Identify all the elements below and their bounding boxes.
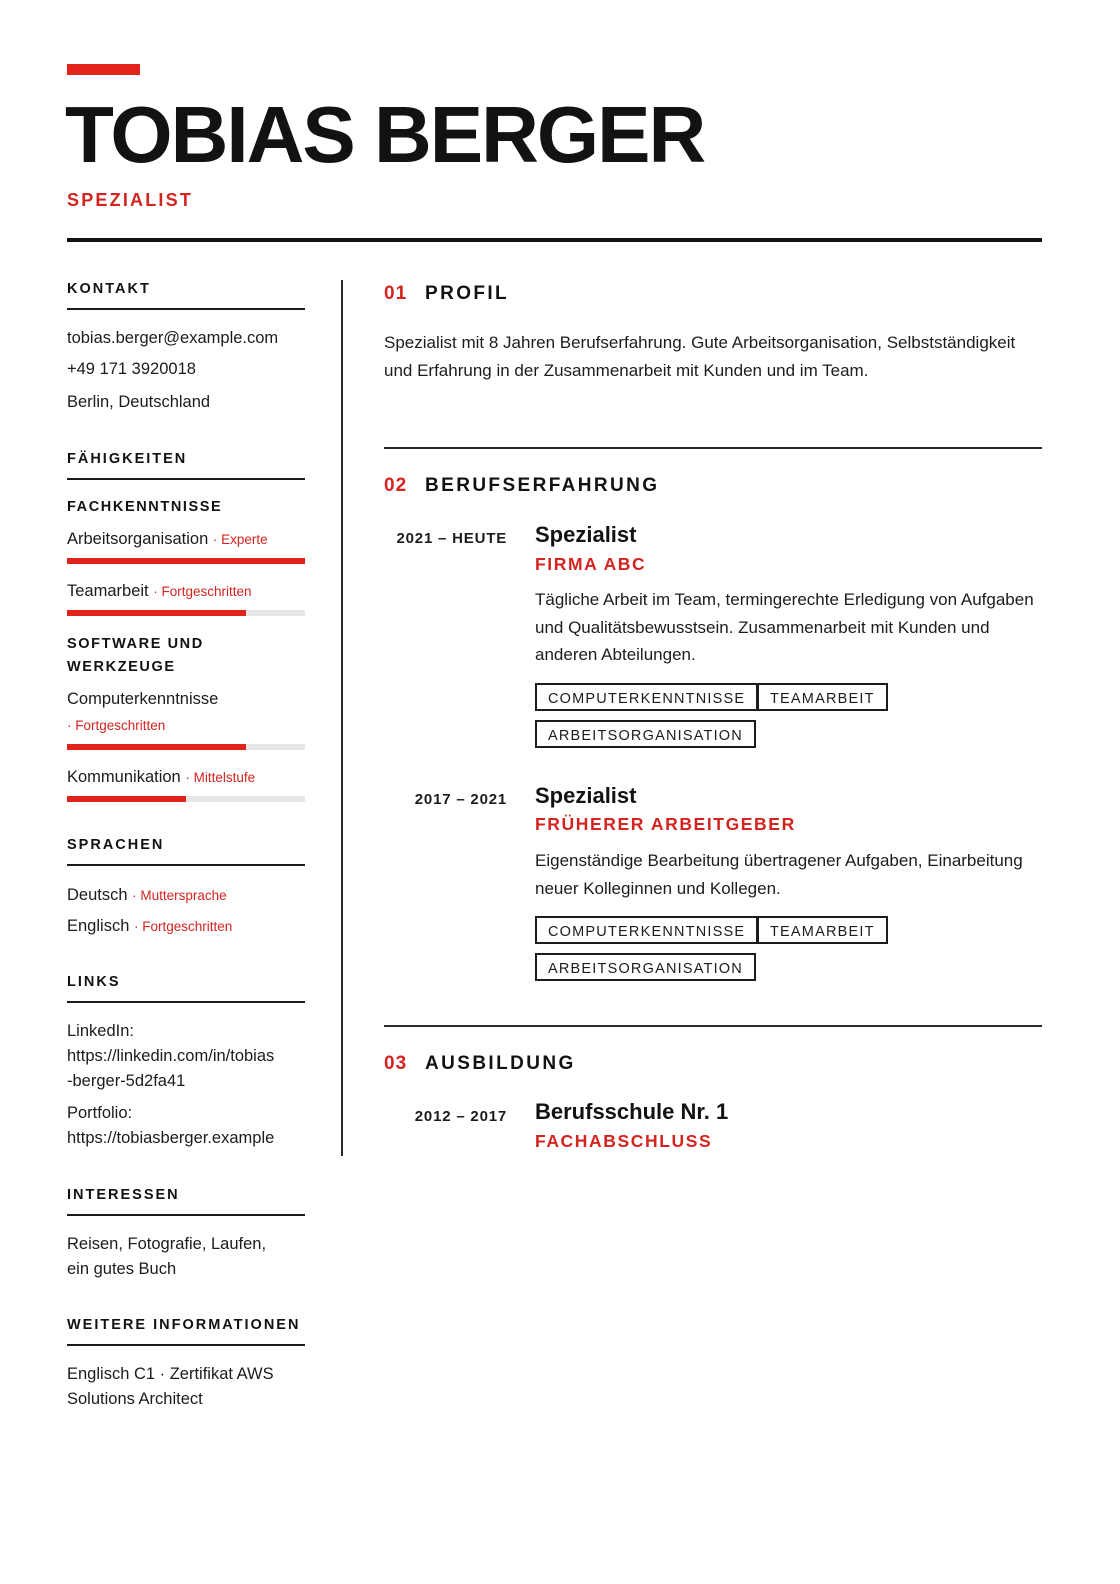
links-heading: LINKS: [67, 974, 305, 1003]
education-dates: 2012 – 2017: [414, 1108, 507, 1125]
job-title: Spezialist: [535, 783, 637, 808]
skill-level-bar: [67, 796, 305, 802]
job-dates: 2021 – HEUTE: [396, 530, 507, 547]
education-degree: FACHABSCHLUSS: [535, 1131, 713, 1151]
skill-level: · Fortgeschritten: [67, 718, 166, 733]
job-description: Eigenständige Bearbeitung übertragener Aufgaben, Einarbeitung neuer Kolleginnen und Kollegen.: [535, 851, 1023, 898]
interests-line2: ein gutes Buch: [67, 1260, 177, 1278]
column-divider: [341, 280, 343, 1156]
section-number: 01: [384, 283, 408, 304]
skill-tag: COMPUTERKENNTNISSE: [535, 916, 758, 944]
contact-phone[interactable]: +49 171 3920018: [67, 360, 196, 378]
more-info-line1: Englisch C1 · Zertifikat AWS: [67, 1365, 274, 1383]
portfolio-link[interactable]: https://tobiasberger.example: [67, 1129, 275, 1147]
software-skills-heading: [67, 633, 305, 679]
skill-level-bar: [67, 558, 305, 564]
job-company: FIRMA ABC: [535, 554, 647, 574]
skill-name: Teamarbeit: [67, 582, 149, 600]
skill-tag: ARBEITSORGANISATION: [535, 720, 756, 748]
skill-level-bar: [67, 744, 305, 750]
job-dates: 2017 – 2021: [414, 791, 507, 808]
skill-tag: TEAMARBEIT: [757, 683, 888, 711]
experience-heading: BERUFSERFAHRUNG: [425, 475, 660, 496]
interests-text: [67, 1232, 305, 1282]
education-heading: AUSBILDUNG: [425, 1053, 576, 1074]
skill-tag: TEAMARBEIT: [757, 916, 888, 944]
job-description: Tägliche Arbeit im Team, termingerechte Erledigung von Aufgaben und Qualitätsbewusstsein. Zusammenarbeit mit Kunden und anderen Abteilungen.: [535, 590, 1034, 664]
header-divider: [67, 238, 1042, 242]
skill-level: · Fortgeschritten: [153, 584, 252, 599]
skill-name: Kommunikation: [67, 768, 181, 786]
skill-level: · Experte: [212, 532, 268, 547]
contact-email[interactable]: tobias.berger@example.com: [67, 329, 279, 347]
linkedin-url-line2[interactable]: -berger-5d2fa41: [67, 1072, 186, 1090]
skill-level-bar: [67, 610, 305, 616]
skill-level-fill: [67, 610, 246, 616]
skill-tag: COMPUTERKENNTNISSE: [535, 683, 758, 711]
person-name: TOBIAS BERGER: [65, 90, 705, 179]
education-school: Berufsschule Nr. 1: [535, 1099, 729, 1124]
person-role: SPEZIALIST: [67, 190, 194, 210]
profile-heading: PROFIL: [425, 283, 510, 304]
skill-tag: ARBEITSORGANISATION: [535, 953, 756, 981]
more-info-line2: Solutions Architect: [67, 1390, 203, 1408]
contact-location: Berlin, Deutschland: [67, 393, 211, 411]
skill-level: · Mittelstufe: [185, 770, 256, 785]
language-level: · Fortgeschritten: [133, 919, 233, 934]
language-item: [67, 914, 305, 939]
language-item: [67, 883, 305, 908]
portfolio-label: Portfolio:: [67, 1104, 133, 1122]
section-number: 02: [384, 475, 408, 496]
skill-level-fill: [67, 796, 186, 802]
skill-level-fill: [67, 744, 246, 750]
linkedin-label: LinkedIn:: [67, 1022, 134, 1040]
skills-heading: FÄHIGKEITEN: [67, 451, 305, 480]
language-name: Englisch: [67, 917, 130, 935]
interests-heading: INTERESSEN: [67, 1187, 305, 1216]
section-divider: [384, 1025, 1042, 1027]
skill-name: Computerkenntnisse: [67, 690, 219, 708]
linkedin-url-line1[interactable]: https://linkedin.com/in/tobias: [67, 1047, 275, 1065]
language-level: · Muttersprache: [132, 888, 227, 903]
more-info-text: [67, 1362, 305, 1412]
more-info-heading: WEITERE INFORMATIONEN: [67, 1317, 305, 1346]
languages-heading: SPRACHEN: [67, 837, 305, 866]
skill-item: [67, 687, 305, 740]
software-heading-line1: SOFTWARE UND: [67, 636, 204, 652]
profile-text: Spezialist mit 8 Jahren Berufserfahrung. Gute Arbeitsorganisation, Selbstständigkeit und Erfahrung in der Zusammenarbeit mit Kunden und im Team.: [384, 333, 1016, 380]
technical-skills-heading: FACHKENNTNISSE: [67, 499, 223, 515]
skill-item: [67, 527, 305, 552]
skill-name: Arbeitsorganisation: [67, 530, 209, 548]
software-heading-line2: WERKZEUGE: [67, 659, 176, 675]
section-divider: [384, 447, 1042, 449]
job-title: Spezialist: [535, 522, 637, 547]
skill-level-fill: [67, 558, 305, 564]
skill-item: [67, 579, 305, 604]
language-name: Deutsch: [67, 886, 128, 904]
contact-heading: KONTAKT: [67, 281, 305, 310]
interests-line1: Reisen, Fotografie, Laufen,: [67, 1235, 267, 1253]
accent-bar: [67, 64, 140, 75]
skill-item: [67, 765, 305, 790]
section-number: 03: [384, 1053, 408, 1074]
job-company: FRÜHERER ARBEITGEBER: [535, 814, 796, 834]
linkedin-link[interactable]: [67, 1044, 305, 1094]
